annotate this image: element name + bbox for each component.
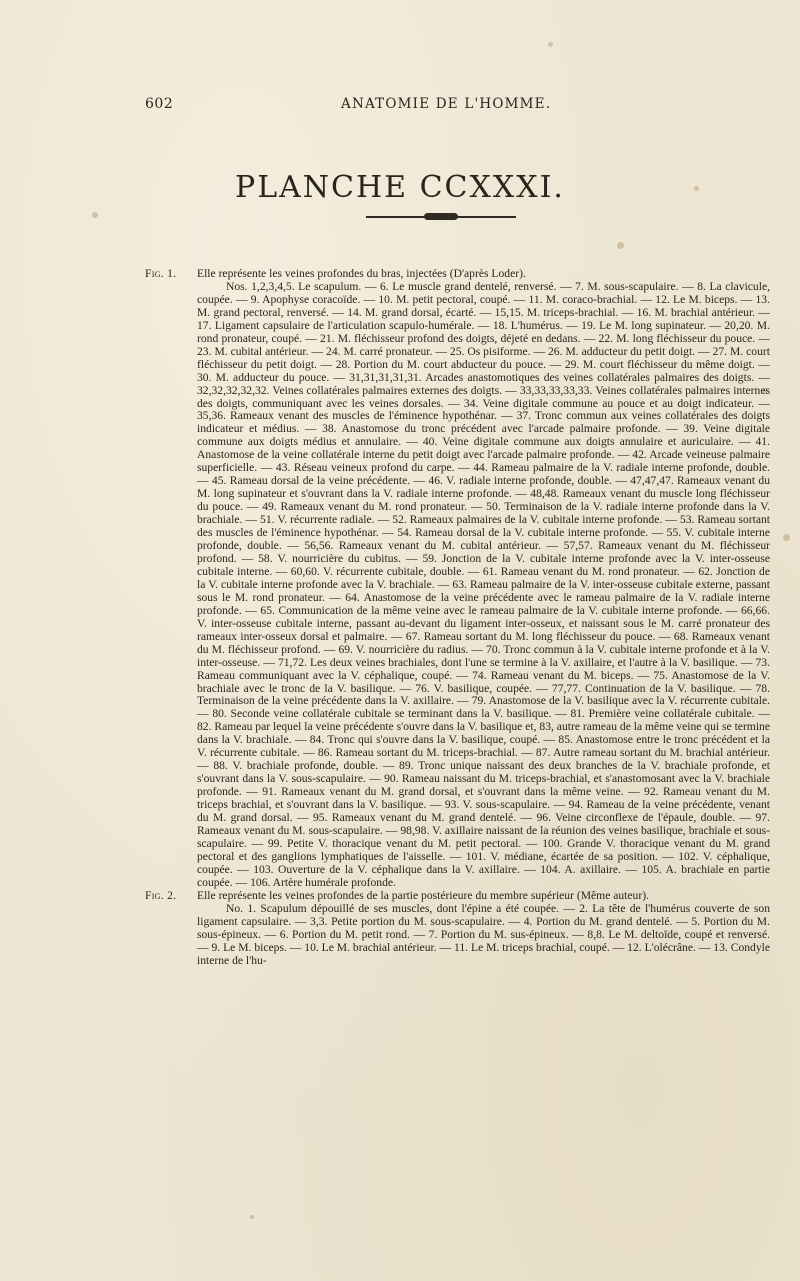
figure-label: Fig. 2. — [145, 888, 177, 902]
foxing-spot — [250, 1215, 254, 1219]
foxing-spot — [548, 42, 553, 47]
book-title: ANATOMIE DE L'HOMME. — [341, 96, 552, 112]
figure-legend-text: Nos. 1,2,3,4,5. Le scapulum. — 6. Le muscle grand dentelé, renversé. — 7. M. sous-scapulaire. — 8. La clavicule, coupée. — 9. Apophyse coracoïde. — 10. M. petit pectoral, coupé. — 11. M. coraco-brachial. — 12. Le M. biceps. — 13. M. grand pectoral, renversé. — 14. M. grand dorsal, écarté. — 15,15. M. triceps-brachial. — 16. M. brachial antérieur. — 17. Ligament capsulaire de l'articulation scapulo-humérale. — 18. L'humérus. — 19. Le M. long supinateur. — 20,20. M. rond pronateur, coupé. — 21. M. fléchisseur profond des doigts, déjeté en dedans. — 22. M. long fléchisseur du pouce. — 23. M. cubital antérieur. — 24. M. carré pronateur. — 25. Os pisiforme. — 26. M. adducteur du petit doigt. — 27. M. court fléchisseur du petit doigt. — 28. Portion du M. court abducteur du pouce. — 29. M. court fléchisseur du même doigt. — 30. M. adducteur du pouce. — 31,31,31,31,31. Arcades anastomotiques des veines collatérales palmaires des doigts. — 32,32,32,32,32. Veines collatérales palmaires externes des doigts. — 33,33,33,33,33. Veines collatérales palmaires internes des doigts, communiquant avec les veines dorsales. — 34. Veine digitale commune au pouce et au doigt indicateur. — 35,36. Rameaux venant des muscles de l'éminence hypothénar. — 37. Tronc commun aux veines collatérales des doigts indicateur et médius. — 38. Anastomose du tronc précédent avec l'arcade palmaire profonde. — 39. Veine digitale commune aux doigts médius et annulaire. — 40. Veine digitale commune aux doigts annulaire et auriculaire. — 41. Anastomose de la veine collatérale interne du petit doigt avec l'arcade palmaire profonde. — 42. Arcade veineuse palmaire superficielle. — 43. Réseau veineux profond du carpe. — 44. Rameau palmaire de la V. radiale interne profonde, double. — 45. Rameau dorsal de la veine précédente. — 46. V. radiale interne profonde, double. — 47,47,47. Rameaux venant du M. long supinateur et s'ouvrant dans la V. radiale interne profonde. — 48,48. Rameaux venant du muscle long fléchisseur du pouce. — 49. Rameaux venant du M. rond pronateur. — 50. Terminaison de la V. radiale interne profonde dans la V. brachiale. — 51. V. récurrente radiale. — 52. Rameaux palmaires de la V. cubitale interne profonde. — 53. Rameau sortant des muscles de l'éminence hypothénar. — 54. Rameau dorsal de la V. cubitale interne profonde. — 55. V. cubitale interne profonde, double. — 56,56. Rameaux venant du M. cubital antérieur. — 57,57. Rameaux venant du M. fléchisseur profond. — 58. V. nourricière du cubitus. — 59. Jonction de la V. cubitale interne profonde avec la V. inter-osseuse cubitale interne. — 60,60. V. récurrente cubitale, double. — 61. Rameau venant du M. rond pronateur. — 62. Jonction de la V. cubitale interne profonde avec la V. brachiale. — 63. Rameau palmaire de la V. inter-osseuse cubitale externe, passant sous le M. rond pronateur. — 64. Anastomose de la veine précédente avec le rameau palmaire de la V. radiale interne profonde. — 65. Communication de la même veine avec le rameau palmaire de la V. cubitale interne profonde. — 66,66. V. inter-osseuse cubitale interne, passant au-devant du ligament inter-osseux, et naissant sous le M. carré pronateur des rameaux inter-osseux dorsal et palmaire. — 67. Rameau sortant du M. long fléchisseur du pouce. — 68. Rameaux venant du M. fléchisseur profond. — 69. V. nourricière du radius. — 70. Tronc commun à la V. cubitale interne profonde et à la V. inter-osseuse. — 71,72. Les deux veines brachiales, dont l'une se termine à la V. axillaire, et l'autre à la V. basilique. — 73. Rameau communiquant avec la V. céphalique, coupé. — 74. Rameau venant du M. biceps. — 75. Anastomose de la V. brachiale avec le tronc de la V. basilique. — 76. V. basilique, coupée. — 77,77. Continuation de la V. basilique. — 78. Terminaison de la veine précédente dans la V. axillaire. — 79. Anastomose de la V. basilique avec la V. récurrente cubitale. — 80. Seconde veine collatérale cubitale se terminant dans la V. basilique. — 81. Première veine collatérale cubitale. — 82. Rameau par lequel la veine précédente s'ouvre dans la V. basilique et, 83, autre rameau de la même veine qui se termine dans la V. brachiale. — 84. Tronc qui s'ouvre dans la V. basilique, coupé. — 85. Anastomose entre le tronc précédent et la V. récurrente cubitale. — 86. Rameau sortant du M. triceps-brachial. — 87. Autre rameau sortant du M. brachial antérieur. — 88. V. brachiale profonde, double. — 89. Tronc unique naissant des deux branches de la V. brachiale profonde, et s'ouvrant dans la V. sous-scapulaire. — 90. Rameau naissant du M. triceps-brachial, et s'anastomosant avec la V. brachiale profonde. — 91. Rameaux venant du M. grand dorsal, et s'ouvrant dans la même veine. — 92. Rameau venant du M. triceps brachial, et s'ouvrant dans la V. basilique. — 93. V. sous-scapulaire. — 94. Rameau de la veine précédente, venant du M. grand dorsal. — 95. Rameaux venant du M. grand dentelé. — 96. Veine circonflexe de l'épaule, double. — 97. Rameaux venant du M. sous-scapulaire. — 98,98. V. axillaire naissant de la réunion des veines basilique, brachiale et sous-scapulaire. — 99. Petite V. thoracique venant du M. petit pectoral. — 100. Grande V. thoracique venant du M. grand pectoral et des ganglions lymphatiques de l'aisselle. — 101. V. médiane, écartée de sa position. — 102. V. céphalique, coupée. — 103. Ouverture de la V. céphalique dans la V. axillaire. — 104. A. axillaire. — 105. A. brachiale en partie coupée. — 106. Artère humérale profonde. — [197, 279, 770, 889]
rule-ornament — [424, 213, 458, 220]
figure-label: Fig. 1. — [145, 267, 177, 280]
plate-title: PLANCHE CCXXXI. — [235, 170, 565, 206]
ornamental-rule — [366, 213, 516, 221]
figure-2-description — [145, 890, 770, 968]
foxing-spot — [92, 212, 98, 218]
figure-1-description — [145, 268, 770, 890]
foxing-spot — [783, 534, 790, 541]
foxing-spot — [617, 242, 624, 249]
figure-intro: Elle représente les veines profondes du bras, injectées (D'après Loder). — [197, 267, 526, 280]
running-head — [145, 96, 645, 114]
plate-description — [145, 268, 770, 967]
figure-intro: Elle représente les veines profondes de la partie postérieure du membre supérieur (Même auteur). — [197, 888, 649, 902]
figure-legend-text: No. 1. Scapulum dépouillé de ses muscles, dont l'épine a été coupée. — 2. La tête de l'humérus couverte de son ligament capsulaire. — 3,3. Petite portion du M. sous-scapulaire. — 4. Portion du M. grand dentelé. — 5. Portion du M. sous-épineux. — 6. Portion du M. petit rond. — 7. Portion du M. sus-épineux. — 8,8. Le M. deltoïde, coupé et renversé. — 9. Le M. biceps. — 10. Le M. brachial antérieur. — 11. Le M. triceps brachial, coupé. — 12. L'olécrâne. — 13. Condyle interne de l'hu- — [197, 901, 770, 967]
page-number: 602 — [145, 96, 174, 112]
